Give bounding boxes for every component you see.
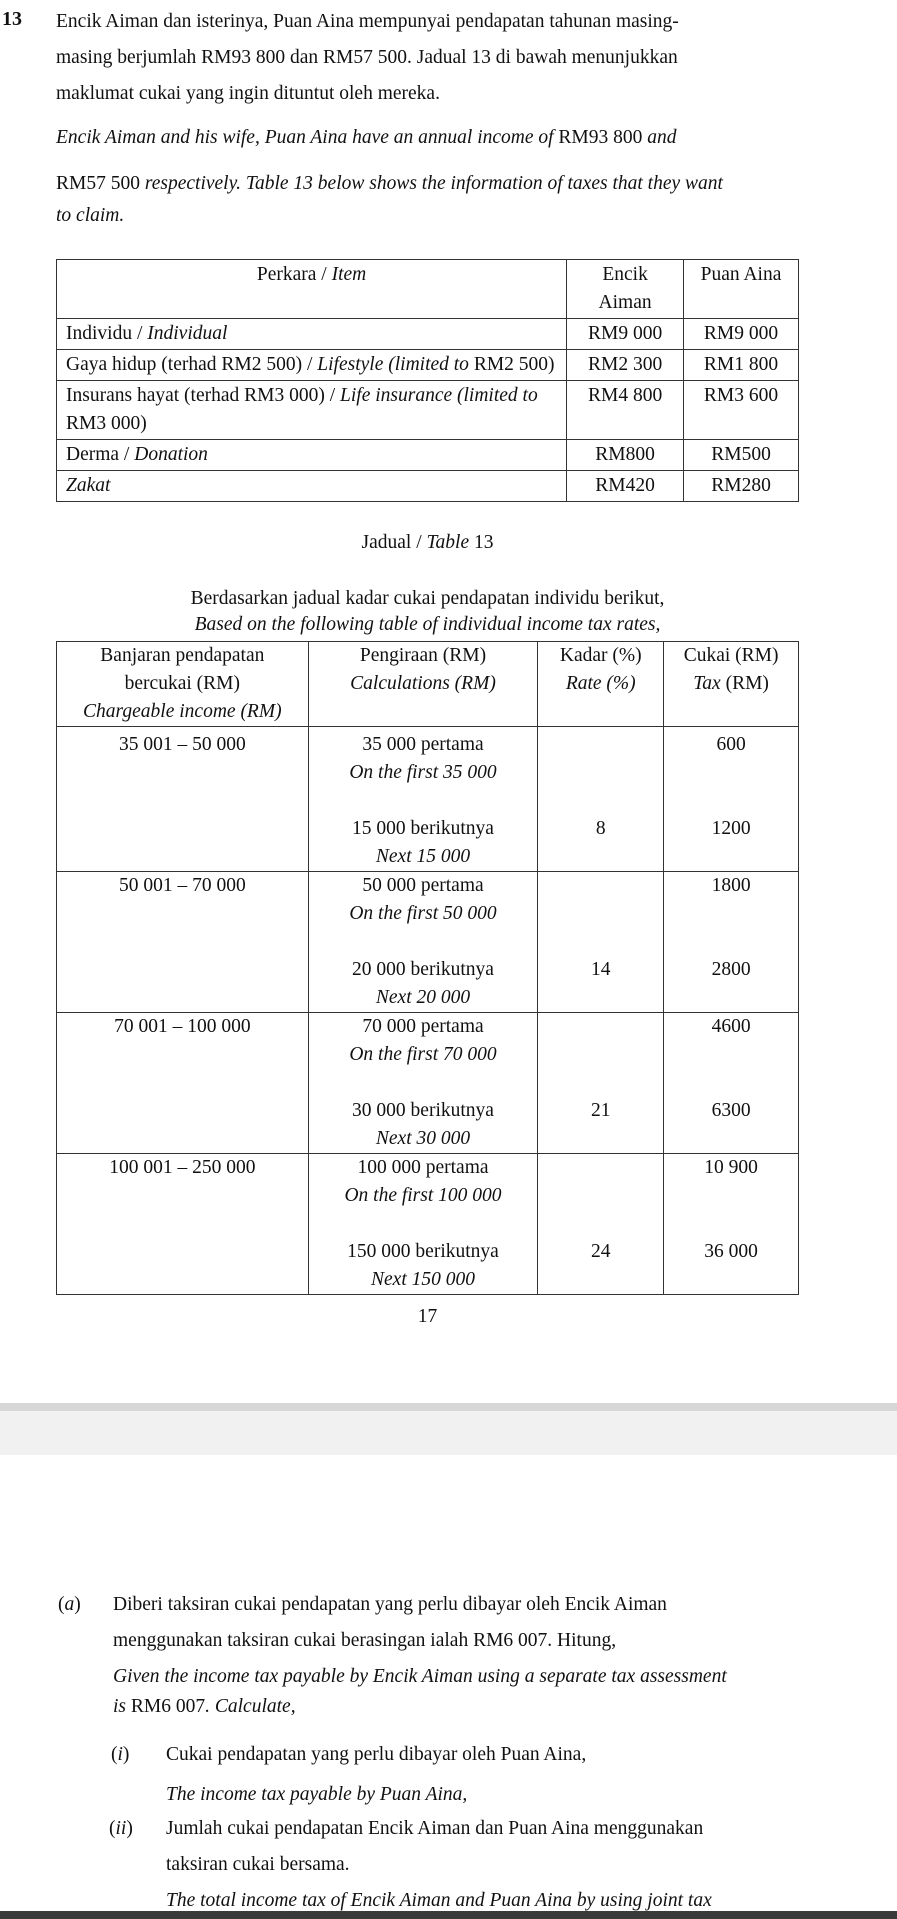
intro-english-line-3: to claim.: [56, 205, 125, 226]
row-item: Individu / Individual: [57, 319, 567, 350]
rates-intro-malay: Berdasarkan jadual kadar cukai pendapatan individu berikut,: [190, 588, 665, 609]
table-header-row: [57, 260, 799, 319]
intro-english-and: and: [642, 127, 677, 148]
rates-header-row: [57, 642, 799, 727]
sub-ii-text: [166, 1811, 806, 1919]
band-tax: 600 1200: [664, 727, 799, 872]
header-chargeable-income: Banjaran pendapatan bercukai (RM) Chargeable income (RM): [57, 642, 309, 727]
table-row: [57, 471, 799, 502]
header-item: Perkara / Item: [57, 260, 567, 319]
tax-band-row: [57, 727, 799, 872]
part-a-english-line-2: is RM6 007. Calculate,: [113, 1696, 296, 1717]
intro-english: [56, 120, 798, 234]
sub-i-label: (i): [111, 1744, 130, 1765]
row-aina-value: RM3 600: [684, 381, 799, 440]
table-row: [57, 319, 799, 350]
intro-malay-line-3: maklumat cukai yang ingin dituntut oleh mereka.: [56, 83, 440, 104]
part-a-malay-line-1: Diberi taksiran cukai pendapatan yang perlu dibayar oleh Encik Aiman: [113, 1594, 667, 1615]
rates-intro-english: Based on the following table of individual income tax rates,: [194, 614, 661, 635]
row-aiman-value: RM800: [567, 440, 684, 471]
band-rate: 14: [538, 872, 664, 1013]
sub-i-malay: Cukai pendapatan yang perlu dibayar oleh Puan Aina,: [166, 1744, 587, 1765]
aina-income-value: RM57 500: [56, 173, 140, 194]
page-number: 17: [417, 1306, 438, 1327]
question-number: 13: [2, 8, 22, 30]
row-aina-value: RM1 800: [684, 350, 799, 381]
part-a-text: [113, 1587, 803, 1725]
band-tax: 4600 6300: [664, 1013, 799, 1154]
aiman-income-value: RM93 800: [558, 127, 643, 148]
table-row: [57, 350, 799, 381]
band-calculations: 50 000 pertama On the first 50 000 20 000 berikutnya Next 20 000: [308, 872, 538, 1013]
sub-i-english: The income tax payable by Puan Aina,: [166, 1784, 468, 1805]
intro-english-text-2: respectively. Table 13 below shows the information of taxes that they want: [139, 173, 723, 194]
table-row: [57, 381, 799, 440]
row-item: Derma / Donation: [57, 440, 567, 471]
intro-english-line-2: [56, 166, 798, 202]
sub-ii-malay-line-2: taksiran cukai bersama.: [166, 1854, 350, 1875]
row-item: Insurans hayat (terhad RM3 000) / Life insurance (limited to RM3 000): [57, 381, 567, 440]
page-separator: [0, 1403, 897, 1455]
rates-intro: [56, 584, 799, 640]
band-calculations: 70 000 pertama On the first 70 000 30 000 berikutnya Next 30 000: [308, 1013, 538, 1154]
income-tax-rates-table: [56, 641, 799, 1295]
header-rate: Kadar (%) Rate (%): [538, 642, 664, 727]
row-aina-value: RM500: [684, 440, 799, 471]
sub-ii-malay-line-1: Jumlah cukai pendapatan Encik Aiman dan Puan Aina menggunakan: [166, 1818, 704, 1839]
tax-claims-table: [56, 259, 799, 502]
row-aina-value: RM280: [684, 471, 799, 502]
intro-malay: [56, 4, 798, 112]
row-aiman-value: RM2 300: [567, 350, 684, 381]
table-13-caption: Jadual / Table 13: [361, 532, 494, 553]
part-a-malay-line-2: menggunakan taksiran cukai berasingan ialah RM6 007. Hitung,: [113, 1630, 617, 1651]
header-tax: Cukai (RM) Tax (RM): [664, 642, 799, 727]
band-calculations: 100 000 pertama On the first 100 000 150 000 berikutnya Next 150 000: [308, 1154, 538, 1295]
band-rate: 21: [538, 1013, 664, 1154]
row-item: Gaya hidup (terhad RM2 500) / Lifestyle (limited to RM2 500): [57, 350, 567, 381]
part-a-english-line-1: Given the income tax payable by Encik Aiman using a separate tax assessment: [113, 1666, 727, 1687]
header-encik-aiman: Encik Aiman: [567, 260, 684, 319]
header-calculations: Pengiraan (RM) Calculations (RM): [308, 642, 538, 727]
intro-malay-line-1: Encik Aiman dan isterinya, Puan Aina mempunyai pendapatan tahunan masing-: [56, 11, 679, 32]
sub-ii-english-line-1: The total income tax of Encik Aiman and Puan Aina by using joint tax: [166, 1890, 712, 1911]
header-puan-aina: Puan Aina: [684, 260, 799, 319]
row-aiman-value: RM420: [567, 471, 684, 502]
row-aiman-value: RM9 000: [567, 319, 684, 350]
tax-band-row: [57, 1013, 799, 1154]
intro-english-line-1: [56, 120, 798, 156]
band-tax: 10 900 36 000: [664, 1154, 799, 1295]
sub-ii-label: (ii): [109, 1818, 133, 1839]
intro-malay-line-2: masing berjumlah RM93 800 dan RM57 500. Jadual 13 di bawah menunjukkan: [56, 47, 678, 68]
sub-i-text: [166, 1737, 806, 1813]
row-aiman-value: RM4 800: [567, 381, 684, 440]
row-item: Zakat: [57, 471, 567, 502]
bottom-bar: [0, 1911, 897, 1919]
band-range: 35 001 – 50 000: [57, 727, 309, 872]
tax-band-row: [57, 1154, 799, 1295]
band-range: 70 001 – 100 000: [57, 1013, 309, 1154]
band-range: 100 001 – 250 000: [57, 1154, 309, 1295]
tax-band-row: [57, 872, 799, 1013]
band-rate: 24: [538, 1154, 664, 1295]
band-range: 50 001 – 70 000: [57, 872, 309, 1013]
table-row: [57, 440, 799, 471]
row-aina-value: RM9 000: [684, 319, 799, 350]
intro-english-text: Encik Aiman and his wife, Puan Aina have an annual income of: [56, 127, 559, 148]
part-a-label: (a): [58, 1594, 81, 1615]
band-rate: 8: [538, 727, 664, 872]
band-calculations: 35 000 pertama On the first 35 000 15 000 berikutnya Next 15 000: [308, 727, 538, 872]
band-tax: 1800 2800: [664, 872, 799, 1013]
